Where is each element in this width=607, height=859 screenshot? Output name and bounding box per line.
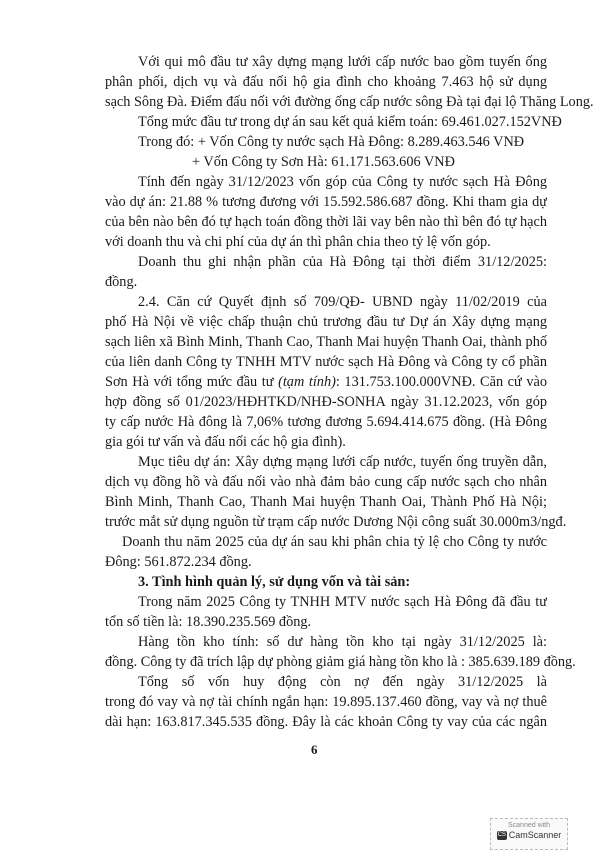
paragraph <box>105 632 576 672</box>
paragraph <box>105 452 567 532</box>
text-line: Doanh thu năm 2025 của dự án sau khi phân chia tỷ lệ cho Công ty nước <box>122 534 547 550</box>
text-line: Mục tiêu dự án: Xây dựng mạng lưới cấp nước, tuyến ống truyền dẫn, <box>138 454 547 470</box>
text-line <box>105 372 547 392</box>
text-line: hợp đồng số 01/2023/HĐHTKD/NHĐ-SONHA ngày 31.12.2023, vốn góp <box>105 394 547 410</box>
text-line: sạch Sông Đà. Điểm đấu nối với đường ống cấp nước sông Đà tại đại lộ Thăng Long. <box>105 94 594 110</box>
paragraph <box>105 672 547 732</box>
page-number: 6 <box>311 742 318 757</box>
text-line: 2.4. Căn cứ Quyết định số 709/QĐ- UBND ngày 11/02/2019 của <box>138 294 547 310</box>
text-line: đồng. <box>105 274 138 290</box>
text-line: Trong đó: + Vốn Công ty nước sạch Hà Đông: 8.289.463.546 VNĐ <box>138 134 525 150</box>
text-segment: : 131.753.100.000VNĐ. Căn cứ vào <box>335 374 547 390</box>
text-line: trước mắt sử dụng nguồn từ trạm cấp nước Dương Nội công suất 30.000m3/ngđ. <box>105 514 567 530</box>
text-line: đồng. Công ty đã trích lập dự phòng giảm giá hàng tồn kho là : 385.639.189 đồng. <box>105 654 576 670</box>
camscanner-watermark <box>490 818 568 850</box>
text-line: Tính đến ngày 31/12/2023 vốn góp của Công ty nước sạch Hà Đông <box>138 174 547 190</box>
watermark-brand <box>491 830 567 840</box>
paragraph <box>105 132 547 152</box>
paragraph <box>105 112 562 132</box>
watermark-brand-name: CamScanner <box>508 830 562 840</box>
text-line: Đông: 561.872.234 đồng. <box>105 554 252 570</box>
paragraph <box>105 152 547 172</box>
text-line: Tổng mức đầu tư trong dự án sau kết quả kiểm toán: 69.461.027.152VNĐ <box>138 114 562 130</box>
camscanner-logo-icon: CS <box>497 831 506 838</box>
text-line: Với qui mô đầu tư xây dựng mạng lưới cấp nước bao gồm tuyến ống <box>138 54 547 70</box>
watermark-caption: Scanned with <box>507 822 551 829</box>
text-line: Tổng số vốn huy động còn nợ đến ngày 31/12/2025 là <box>138 674 547 690</box>
text-line: 3. Tình hình quản lý, sử dụng vốn và tài sản: <box>138 574 411 590</box>
document-body <box>105 52 594 732</box>
paragraph <box>105 172 547 252</box>
paragraph <box>105 252 547 292</box>
text-line: + Vốn Công ty Sơn Hà: 61.171.563.606 VNĐ <box>192 154 455 170</box>
text-line: gia gói tư vấn và đấu nối các hộ gia đình). <box>105 434 346 450</box>
text-line: phố Hà Nội về việc chấp thuận chủ trương đầu tư Dự án Xây dựng mạng <box>105 314 547 330</box>
section-heading <box>105 572 547 592</box>
text-line: phân phối, dịch vụ và đấu nối hộ gia đình cho khoảng 7.463 hộ sử dụng <box>105 74 547 90</box>
text-line: trong đó vay và nợ tài chính ngắn hạn: 19.895.137.460 đồng, vay và nợ thuê <box>105 694 547 710</box>
text-segment: Sơn Hà với tổng mức đầu tư <box>105 374 279 390</box>
paragraph <box>105 52 594 112</box>
text-line: ty cấp nước Hà đông là 7,06% tương đương 5.694.414.675 đồng. (Hà Đông <box>105 414 547 430</box>
text-line: tổn số tiền là: 18.390.235.569 đồng. <box>105 614 312 630</box>
text-line: dịch vụ đồng hồ và đấu nối vào nhà đảm bảo cung cấp nước sạch cho nhân <box>105 474 547 490</box>
text-line: với doanh thu và chi phí của dự án thì phân chia theo tỷ lệ vốn góp. <box>105 234 491 250</box>
italic-note: (tạm tính) <box>278 374 336 390</box>
paragraph <box>105 592 547 632</box>
text-line: dài hạn: 163.817.345.535 đồng. Đây là các khoản Công ty vay của các ngân <box>105 714 547 730</box>
paragraph <box>105 532 547 572</box>
paragraph <box>105 292 547 452</box>
text-line: Bình Minh, Thanh Cao, Thanh Mai huyện Thanh Oai, Thành Phố Hà Nội; <box>105 494 547 510</box>
text-line: Hàng tồn kho tính: số dư hàng tồn kho tại ngày 31/12/2025 là: <box>138 634 547 650</box>
text-line: vào dự án: 21.88 % tương đương với 15.592.586.687 đồng. Khi tham gia dự <box>105 194 547 210</box>
text-line: của bên nào bên đó tự hạch toán đồng thời lãi vay bên nào thì bên đó tự hạch <box>105 214 547 230</box>
text-line: của liên danh Công ty TNHH MTV nước sạch Hà Đông và Công ty cổ phần <box>105 354 547 370</box>
text-line: sạch liên xã Bình Minh, Thanh Cao, Thanh Mai huyện Thanh Oai, thành phố <box>105 334 547 350</box>
text-line: Trong năm 2025 Công ty TNHH MTV nước sạch Hà Đông đã đầu tư <box>138 594 547 610</box>
text-line: Doanh thu ghi nhận phần của Hà Đông tại thời điểm 31/12/2025: <box>138 254 547 270</box>
